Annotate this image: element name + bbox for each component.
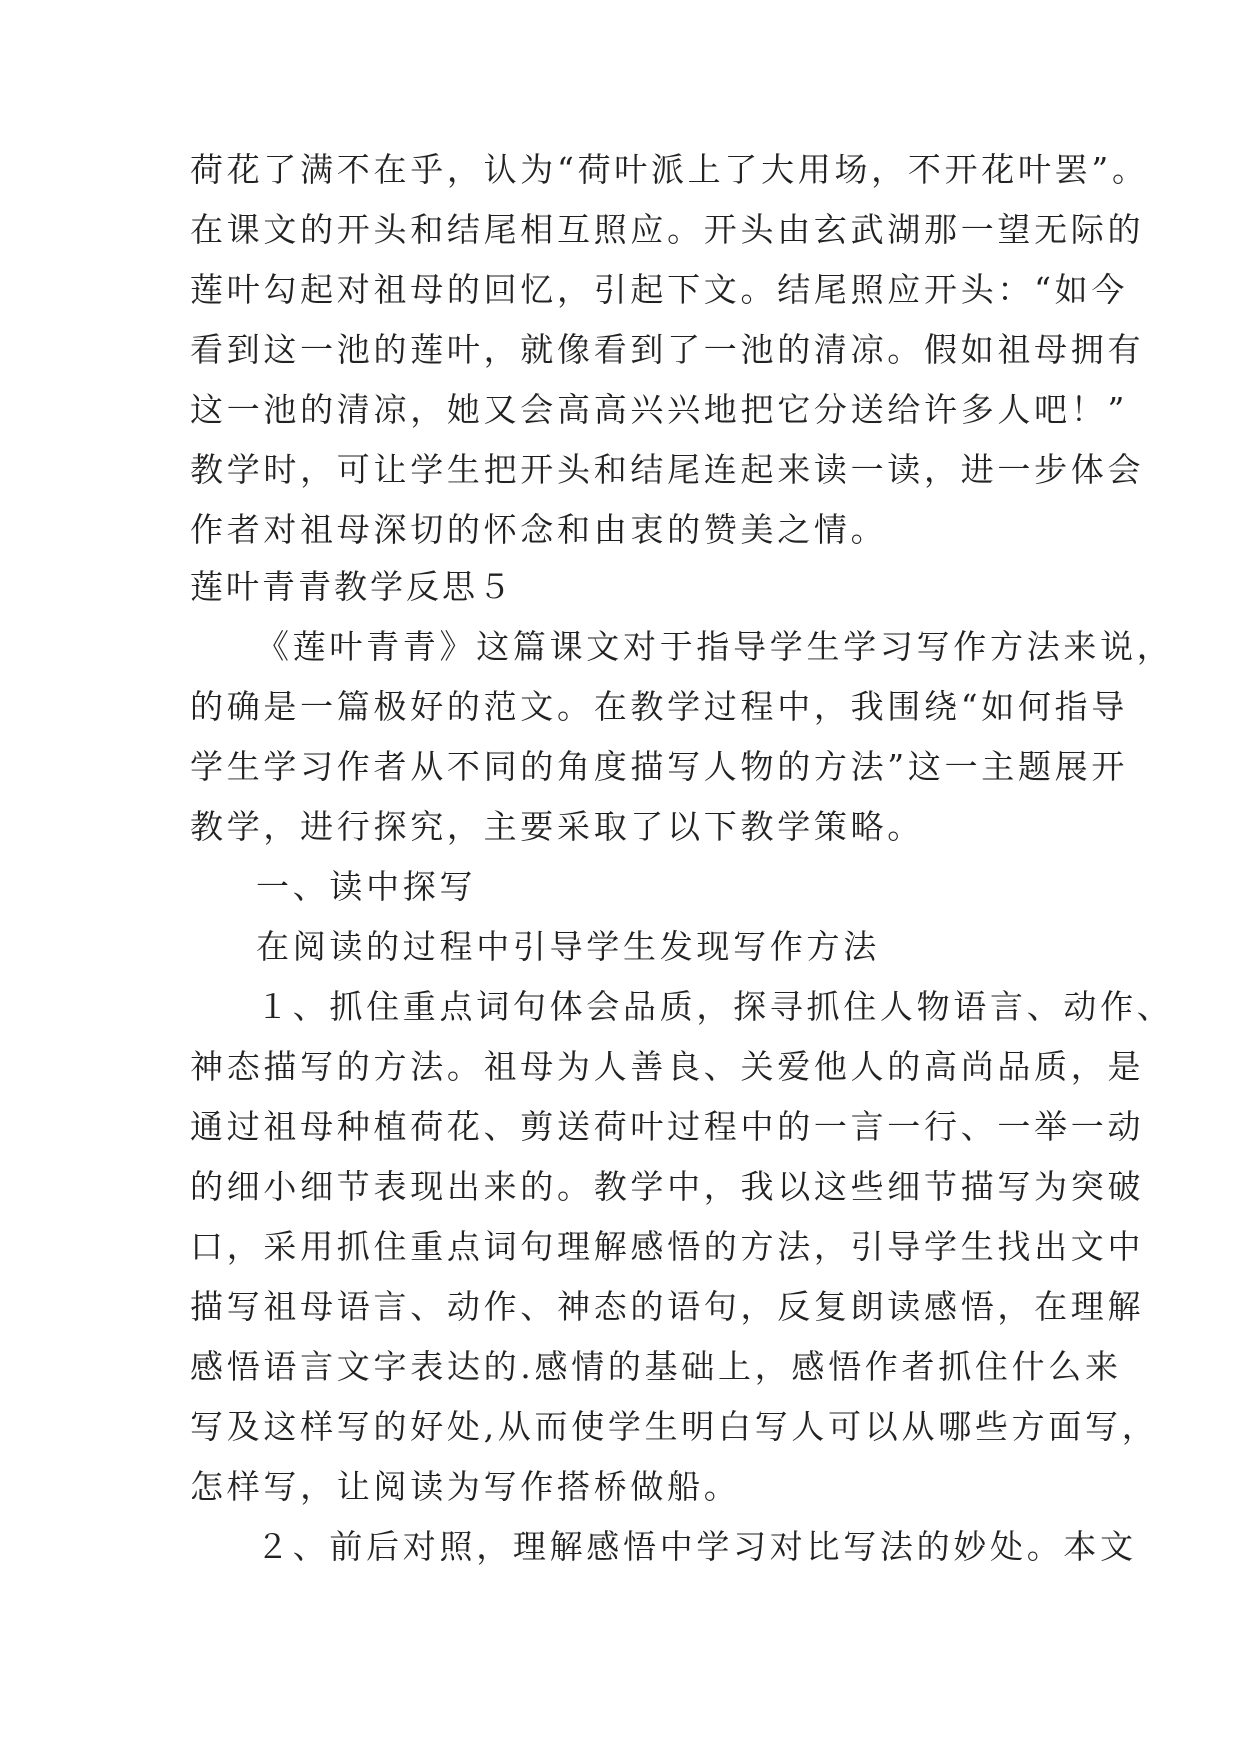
- text-line: ２、前后对照，理解感悟中学习对比写法的妙处。本文: [256, 1527, 1137, 1566]
- text-line: 的细小细节表现出来的。教学中，我以这些细节描写为突破: [190, 1167, 1145, 1206]
- text-line: １、抓住重点词句体会品质，探寻抓住人物语言、动作、: [256, 987, 1174, 1026]
- subheading: 一、读中探写: [256, 867, 477, 906]
- text-line: 《莲叶青青》这篇课文对于指导学生学习写作方法来说，: [256, 627, 1174, 666]
- text-line: 学生学习作者从不同的角度描写人物的方法”这一主题展开: [190, 747, 1129, 786]
- text-line: 感悟语言文字表达的.感情的基础上，感悟作者抓住什么来: [190, 1347, 1122, 1386]
- text-line: 看到这一池的莲叶，就像看到了一池的清凉。假如祖母拥有: [190, 330, 1145, 369]
- text-line: 在阅读的过程中引导学生发现写作方法: [256, 927, 880, 966]
- text-line: 莲叶勾起对祖母的回忆，引起下文。结尾照应开头：“如今: [190, 270, 1129, 309]
- text-line: 作者对祖母深切的怀念和由衷的赞美之情。: [190, 510, 888, 549]
- text-line: 口，采用抓住重点词句理解感悟的方法，引导学生找出文中: [190, 1227, 1145, 1266]
- text-line: 教学，进行探究，主要采取了以下教学策略。: [190, 807, 924, 846]
- text-line: 通过祖母种植荷花、剪送荷叶过程中的一言一行、一举一动: [190, 1107, 1145, 1146]
- text-line: 怎样写，让阅读为写作搭桥做船。: [190, 1467, 741, 1506]
- text-line: 这一池的清凉，她又会高高兴兴地把它分送给许多人吧！”: [190, 390, 1129, 429]
- text-line: 写及这样写的好处,从而使学生明白写人可以从哪些方面写，: [190, 1407, 1159, 1446]
- text-line: 的确是一篇极好的范文。在教学过程中，我围绕“如何指导: [190, 687, 1129, 726]
- text-line: 描写祖母语言、动作、神态的语句，反复朗读感悟，在理解: [190, 1287, 1145, 1326]
- text-line: 神态描写的方法。祖母为人善良、关爱他人的高尚品质，是: [190, 1047, 1145, 1086]
- text-line: 教学时，可让学生把开头和结尾连起来读一读，进一步体会: [190, 450, 1145, 489]
- text-line: 在课文的开头和结尾相互照应。开头由玄武湖那一望无际的: [190, 210, 1145, 249]
- text-line: 荷花了满不在乎，认为“荷叶派上了大用场，不开花叶罢”。: [190, 150, 1149, 189]
- section-heading: 莲叶青青教学反思５: [190, 567, 514, 606]
